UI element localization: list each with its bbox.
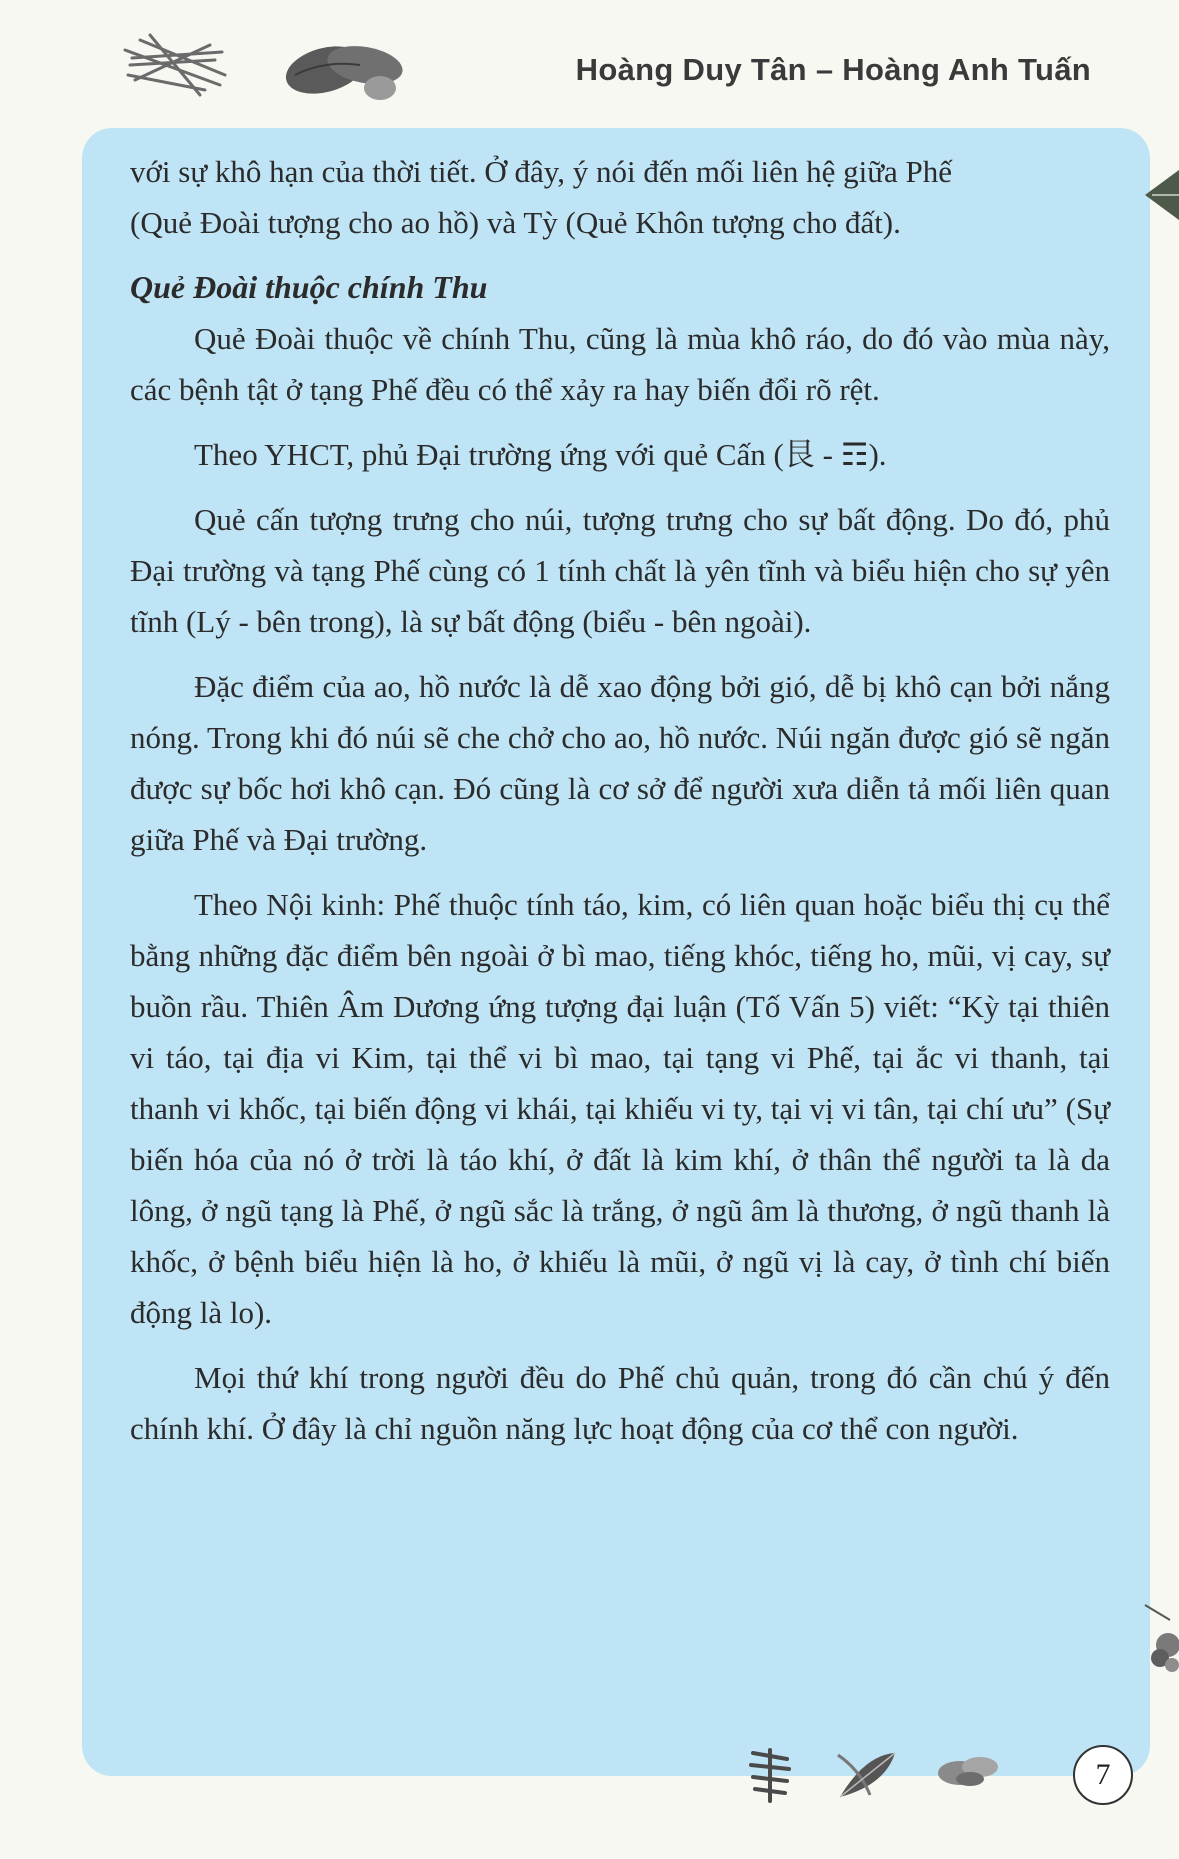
paragraph: Đặc điểm của ao, hồ nước là dễ xao động bởi gió, dễ bị khô cạn bởi nắng nóng. Trong khi đó núi sẽ che chở cho ao, hồ nước. Núi ngăn được gió sẽ ngăn được sự bốc hơi khô cạn. Đó cũng là cơ sở để người xưa diễn tả mối liên quan giữa Phế và Đại trường. <box>130 669 1110 857</box>
trigram-gen: ☶ <box>840 437 869 472</box>
paragraph: Mọi thứ khí trong người đều do Phế chủ quản, trong đó cần chú ý đến chính khí. Ở đây là chỉ nguồn năng lực hoạt động của cơ thể con người. <box>130 1360 1110 1446</box>
mint-leaf-icon <box>830 1745 905 1805</box>
paragraph <box>130 429 1110 480</box>
page-header <box>0 0 1179 120</box>
seed-pods-icon <box>280 30 410 110</box>
paragraph-text: Theo YHCT, phủ Đại trường ứng với quẻ Cấn ( <box>194 437 784 472</box>
paragraph: Quẻ Đoài thuộc về chính Thu, cũng là mùa khô ráo, do đó vào mùa này, các bệnh tật ở tạng Phế đều có thể xảy ra hay biến đổi rõ rệt. <box>130 321 1110 407</box>
paragraph-end: ). <box>868 437 887 472</box>
author-names: Hoàng Duy Tân – Hoàng Anh Tuấn <box>575 52 1091 87</box>
body-text <box>130 146 1110 1454</box>
herb-sticks-icon <box>120 30 230 100</box>
paragraph-continued-line-1: với sự khô hạn của thời tiết. Ở đây, ý nói đến mối liên hệ giữa Phế <box>130 154 953 189</box>
paragraph: Quẻ cấn tượng trưng cho núi, tượng trưng cho sự bất động. Do đó, phủ Đại trường và tạng Phế cùng có 1 tính chất là yên tĩnh và biểu hiện cho sự yên tĩnh (Lý - bên trong), là sự bất động (biểu - bên ngoài). <box>130 502 1110 639</box>
paragraph-continued-line-2: (Quẻ Đoài tượng cho ao hồ) và Tỳ (Quẻ Khôn tượng cho đất). <box>130 205 901 240</box>
page-number: 7 <box>1073 1745 1133 1805</box>
paragraph: Theo Nội kinh: Phế thuộc tính táo, kim, có liên quan hoặc biểu thị cụ thể bằng những đặc điểm bên ngoài ở bì mao, tiếng khóc, tiếng ho, mũi, vị cay, sự buồn rầu. Thiên Âm Dương ứng tượng đại luận (Tố Vấn 5) viết: “Kỳ tại thiên vi táo, tại địa vi Kim, tại thể vi bì mao, tại tạng vi Phế, tại ắc vi thanh, tại thanh vi khốc, tại biến động vi khái, tại khiếu vi ty, tại vị vi tân, tại chí ưu” (Sự biến hóa của nó ở trời là táo khí, ở đất là kim khí, ở thân thể người ta là da lông, ở ngũ tạng là Phế, ở ngũ sắc là trắng, ở ngũ âm là thương, ở ngũ thanh là khốc, ở bệnh biểu hiện là ho, ở khiếu là mũi, ở ngũ vị là cay, ở tình chí biến động là lo). <box>130 887 1110 1330</box>
separator: - <box>814 437 841 472</box>
leaf-icon <box>1140 165 1179 225</box>
root-slices-icon <box>930 1745 1005 1795</box>
hanzi-gen: 艮 <box>783 437 815 472</box>
section-heading: Quẻ Đoài thuộc chính Thu <box>130 269 488 305</box>
dried-herb-icon <box>745 1745 795 1805</box>
herb-branch-icon <box>1140 1600 1179 1680</box>
